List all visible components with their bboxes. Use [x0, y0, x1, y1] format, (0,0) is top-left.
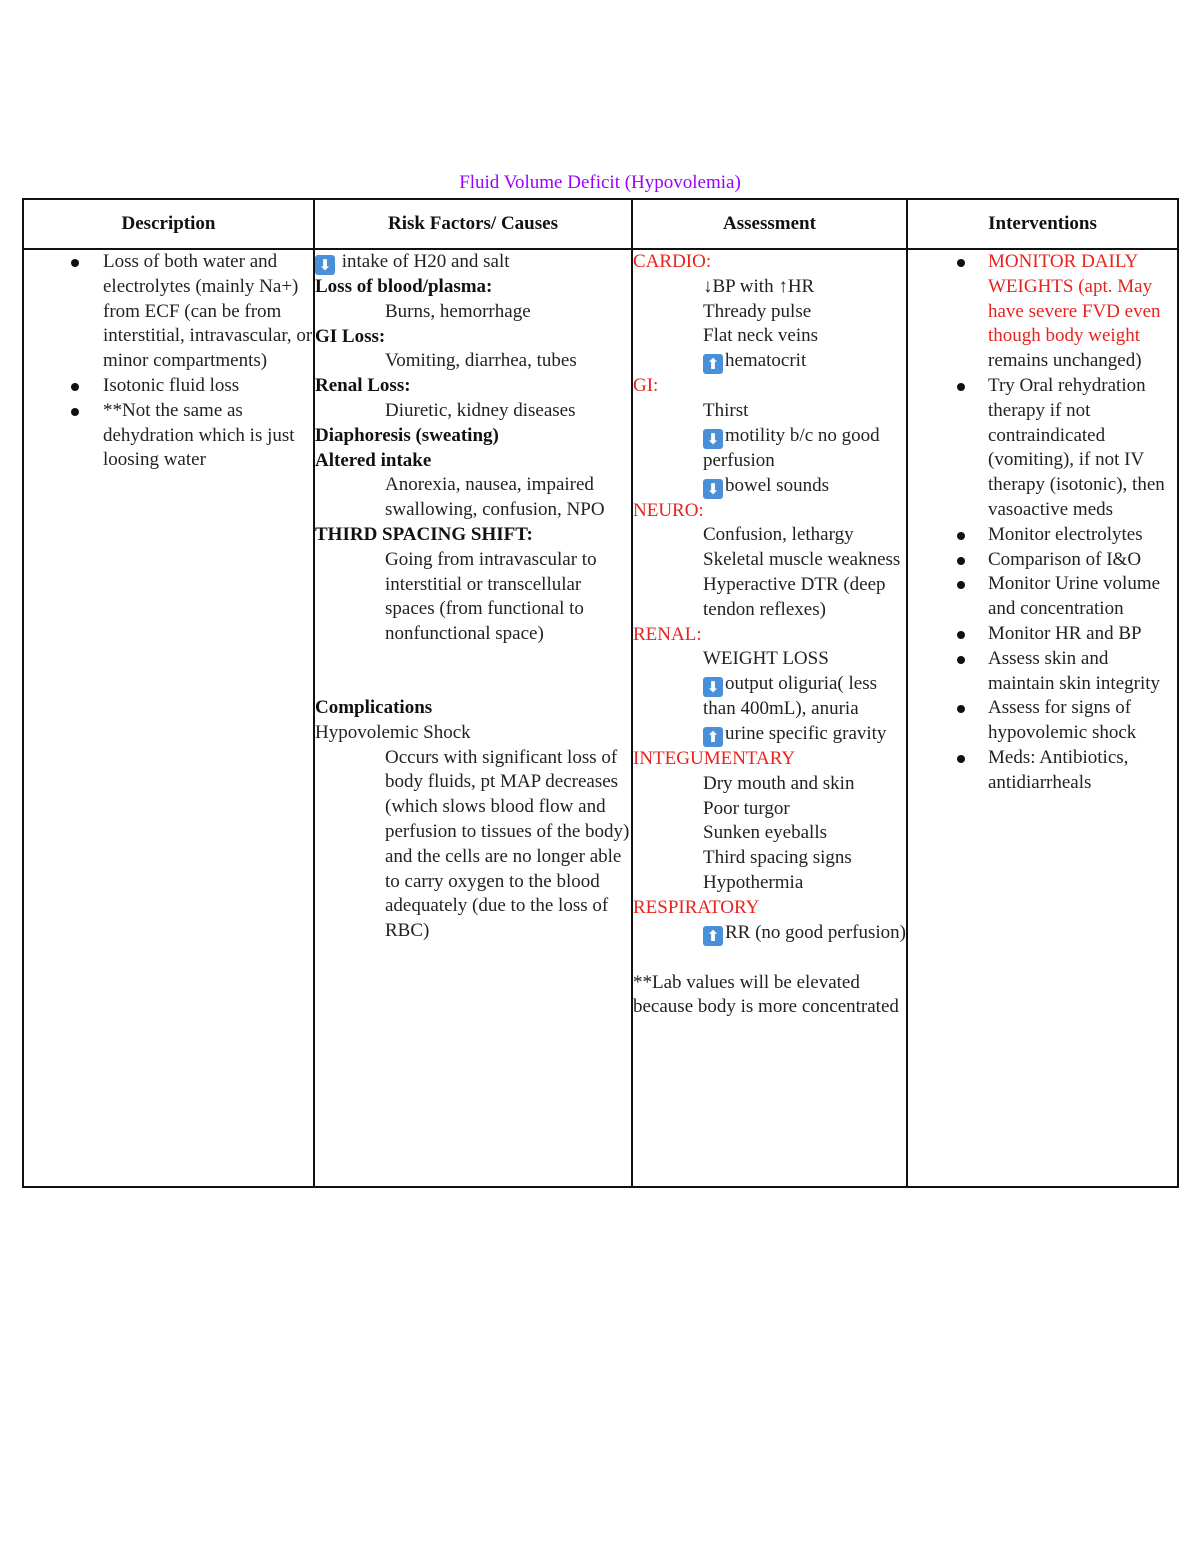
- intake-line: ⬇ intake of H20 and salt: [315, 250, 631, 275]
- cardio-heading: CARDIO:: [633, 251, 712, 272]
- list-item: **Not the same as dehydration which is just loosing water: [24, 399, 313, 473]
- list-item: Monitor Urine volume and concentration: [908, 572, 1177, 622]
- assessment-cell: [632, 249, 907, 1187]
- fvd-table: [22, 198, 1179, 1188]
- down-arrow-icon: ⬇: [703, 479, 723, 499]
- renal-loss-heading: Renal Loss:: [315, 375, 411, 397]
- risk-factors-cell: [314, 249, 632, 1187]
- interventions-list: [908, 250, 1177, 796]
- down-arrow-icon: ⬇: [315, 255, 335, 275]
- header-interventions: Interventions: [907, 199, 1178, 249]
- list-item: Dry mouth and skin: [703, 772, 855, 794]
- list-item: ⬇ motility b/c no good perfusion: [703, 424, 880, 471]
- header-description: Description: [23, 199, 314, 249]
- description-cell: [23, 249, 314, 1187]
- content-row: [23, 249, 1178, 1187]
- list-item: Comparison of I&O: [908, 548, 1177, 573]
- blood-loss-text: Burns, hemorrhage: [385, 300, 531, 322]
- complications-subheading: Hypovolemic Shock: [315, 721, 471, 743]
- gi-loss-text: Vomiting, diarrhea, tubes: [385, 350, 577, 372]
- altered-intake-text: Anorexia, nausea, impaired swallowing, confusion, NPO: [385, 474, 605, 521]
- complications-heading: Complications: [315, 696, 433, 718]
- list-item: Isotonic fluid loss: [24, 374, 313, 399]
- interventions-cell: [907, 249, 1178, 1187]
- list-item: Assess skin and maintain skin integrity: [908, 647, 1177, 697]
- list-item: WEIGHT LOSS: [703, 648, 829, 670]
- list-item: Skeletal muscle weakness: [703, 549, 901, 571]
- down-arrow-icon: ⬇: [703, 677, 723, 697]
- list-item: Third spacing signs: [703, 847, 852, 869]
- blood-loss-heading: Loss of blood/plasma:: [315, 276, 493, 297]
- description-list: [24, 250, 313, 473]
- integumentary-heading: INTEGUMENTARY: [633, 747, 796, 769]
- respiratory-heading: RESPIRATORY: [633, 896, 760, 918]
- list-item: ⬆ RR (no good perfusion): [633, 921, 906, 946]
- neuro-heading: NEURO:: [633, 499, 704, 521]
- lab-values-note: **Lab values will be elevated because body is more concentrated: [633, 971, 899, 1018]
- list-item: Meds: Antibiotics, antidiarrheals: [908, 746, 1177, 796]
- list-item: Poor turgor: [703, 797, 790, 819]
- header-risk-factors: Risk Factors/ Causes: [314, 199, 632, 249]
- list-item: ↓BP with ↑HR: [703, 275, 815, 297]
- list-item: Confusion, lethargy: [703, 524, 854, 546]
- renal-loss-text: Diuretic, kidney diseases: [385, 399, 576, 421]
- up-arrow-icon: ⬆: [703, 926, 723, 946]
- list-item: Flat neck veins: [703, 325, 819, 347]
- complications-text: Occurs with significant loss of body fluids, pt MAP decreases (which slows blood flow and perfusion to tissues of the body) and the cells are no longer able to carry oxygen to the blood adequately (due to the loss of RBC): [385, 746, 630, 942]
- third-spacing-heading: THIRD SPACING SHIFT:: [315, 523, 533, 545]
- gi-loss-heading: GI Loss:: [315, 325, 386, 347]
- list-item: Thready pulse: [703, 300, 812, 322]
- list-item: ⬇ output oliguria( less than 400mL), anuria: [703, 673, 877, 720]
- list-item: ⬆ urine specific gravity: [633, 722, 906, 747]
- up-arrow-icon: ⬆: [703, 354, 723, 374]
- list-item: ⬇ bowel sounds: [633, 474, 906, 499]
- renal-heading: RENAL:: [633, 623, 702, 645]
- list-item: Assess for signs of hypovolemic shock: [908, 696, 1177, 746]
- down-arrow-icon: ⬇: [703, 429, 723, 449]
- gi-heading: GI:: [633, 375, 659, 397]
- list-item: Thirst: [703, 399, 749, 421]
- list-item: Try Oral rehydration therapy if not contraindicated (vomiting), if not IV therapy (isotonic), then vasoactive meds: [908, 374, 1177, 523]
- list-item: Hyperactive DTR (deep tendon reflexes): [703, 573, 886, 620]
- list-item: MONITOR DAILY WEIGHTS (apt. May have severe FVD even though body weight remains unchanged): [908, 250, 1177, 374]
- header-assessment: Assessment: [632, 199, 907, 249]
- list-item: Loss of both water and electrolytes (mainly Na+) from ECF (can be from interstitial, intravascular, or minor compartments): [24, 250, 313, 374]
- list-item: Monitor HR and BP: [908, 622, 1177, 647]
- header-row: [23, 199, 1178, 249]
- diaphoresis-heading: Diaphoresis (sweating): [315, 424, 499, 446]
- altered-intake-heading: Altered intake: [315, 449, 432, 471]
- page-title: Fluid Volume Deficit (Hypovolemia): [459, 172, 741, 193]
- third-spacing-text: Going from intravascular to interstitial or transcellular spaces (from functional to nonfunctional space): [385, 548, 597, 645]
- list-item: Sunken eyeballs: [703, 822, 828, 844]
- up-arrow-icon: ⬆: [703, 727, 723, 747]
- list-item: Hypothermia: [703, 871, 804, 893]
- list-item: Monitor electrolytes: [908, 523, 1177, 548]
- list-item: ⬆ hematocrit: [633, 349, 906, 374]
